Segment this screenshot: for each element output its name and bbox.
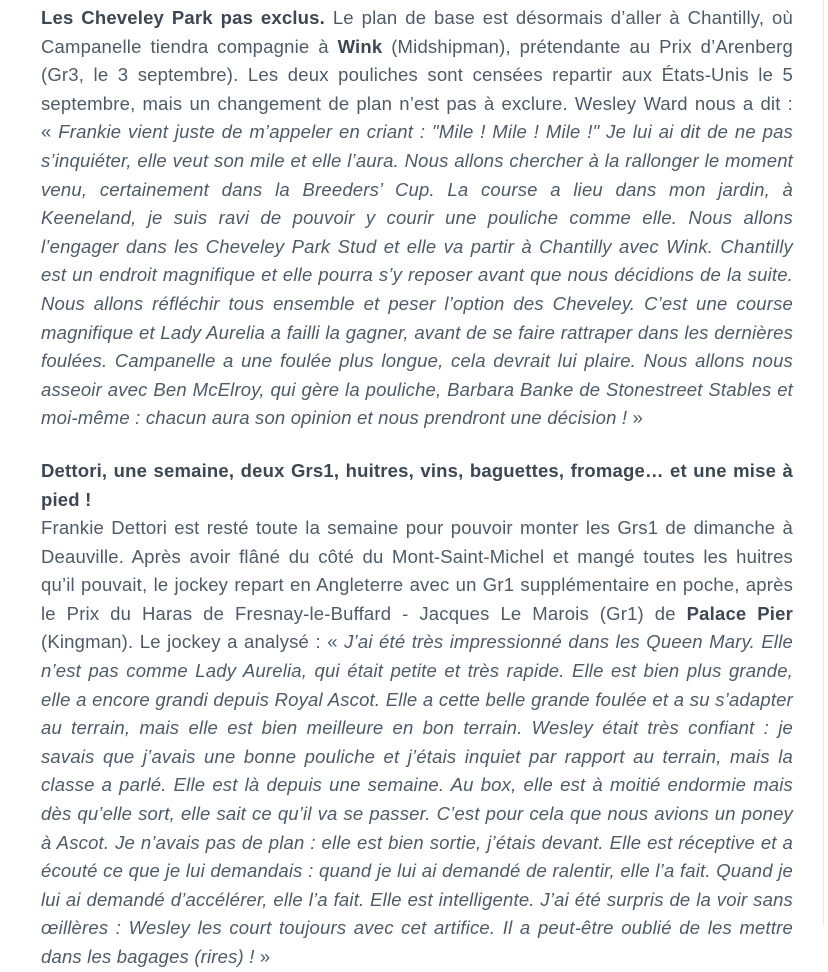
article-section-dettori	[41, 457, 793, 972]
article-content	[41, 4, 793, 972]
article-section-cheveley-park	[41, 4, 793, 433]
quote-close-guillemet-1: »	[627, 407, 644, 429]
inline-bold-term: Wink	[337, 35, 383, 57]
quote-close-guillemet-2: »	[254, 946, 271, 967]
quote-open-guillemet-1: «	[41, 121, 59, 143]
section-lead-cheveley-park: Les Cheveley Park pas exclus.	[41, 7, 325, 28]
quote-open-guillemet-2: «	[327, 631, 345, 653]
section-lead-dettori: Dettori, une semaine, deux Grs1, huitres, vins, baguettes, fromage… et une mise à pied !	[41, 459, 793, 510]
quote-body-cheveley-park: Frankie vient juste de m’appeler en criant : "Mile ! Mile ! Mile !" Je lui ai dit de ne pas s’inquiéter, elle veut son mile et elle l’aura. Nous allons chercher à la rallonger le moment venu, certainement dans la Breeders’ Cup. La course a lieu dans mon jardin, à Keeneland, je suis ravi de pouvoir y courir une pouliche comme elle. Nous allons l’engager dans les Cheveley Park Stud et elle va partir à Chantilly avec Wink. Chantilly est un endroit magnifique et elle pourra s’y reposer avant que nous décidions de la suite. Nous allons réfléchir tous ensemble et peser l’option des Cheveley. C’est une course magnifique et Lady Aurelia a failli la gagner, avant de se faire rattraper dans les dernières foulées. Campanelle a une foulée plus longue, cela devrait lui plaire. Nous allons nous asseoir avec Ben McElroy, qui gère la pouliche, Barbara Banke de Stonestreet Stables et moi-même : chacun aura son opinion et nous prendront une décision !	[41, 121, 793, 429]
inline-text-run: Le plan de base est désormais d’aller à Chantilly, où Campanelle tiendra compagnie à	[41, 7, 794, 57]
inline-text-run: (Kingman). Le jockey a analysé :	[41, 631, 328, 653]
quote-body-dettori: J’ai été très impressionné dans les Queen Mary. Elle n’est pas comme Lady Aurelia, qui était petite et très rapide. Elle est bien plus grande, elle a encore grandi depuis Royal Ascot. Elle a cette belle grande foulée et a su s’adapter au terrain, mais elle est bien meilleure en bon terrain. Wesley était très confiant : je savais que j’avais une bonne pouliche et j’étais inquiet par rapport au terrain, mais la classe a parlé. Elle est là depuis une semaine. Au box, elle est à moitié endormie mais dès qu’elle sort, elle sait ce qu’il va se passer. C’est pour cela que nous avions un poney à Ascot. Je n’avais pas de plan : elle est bien sortie, j’étais devant. Elle est réceptive et a écouté ce que je lui demandais : quand je lui ai demandé de ralentir, elle l’a fait. Quand je lui ai demandé d’accélérer, elle l’a fait. Elle est intelligente. J’ai été surpris de la voir sans œillères : Wesley les court toujours avec cet artifice. Il a peut-être oublié de les mettre dans les bagages (rires) !	[41, 631, 793, 967]
inline-text-run: (Midshipman), prétendante au Prix d’Arenberg (Gr3, le 3 septembre). Les deux pouliches sont censées repartir aux États-Unis le 5 septembre, mais un changement de plan n’est pas à exclure. Wesley Ward nous a dit :	[41, 35, 793, 114]
inline-bold-term: Palace Pier	[686, 602, 793, 624]
inline-text-run: Frankie Dettori est resté toute la semaine pour pouvoir monter les Grs1 de dimanche à Deauville. Après avoir flâné du côté du Mont-Saint-Michel et mangé toutes les huitres qu’il pouvait, le jockey repart en Angleterre avec un Gr1 supplémentaire en poche, après le Prix du Haras de Fresnay-le-Buffard - Jacques Le Marois (Gr1) de	[41, 517, 793, 624]
right-border-rule	[823, 0, 824, 926]
